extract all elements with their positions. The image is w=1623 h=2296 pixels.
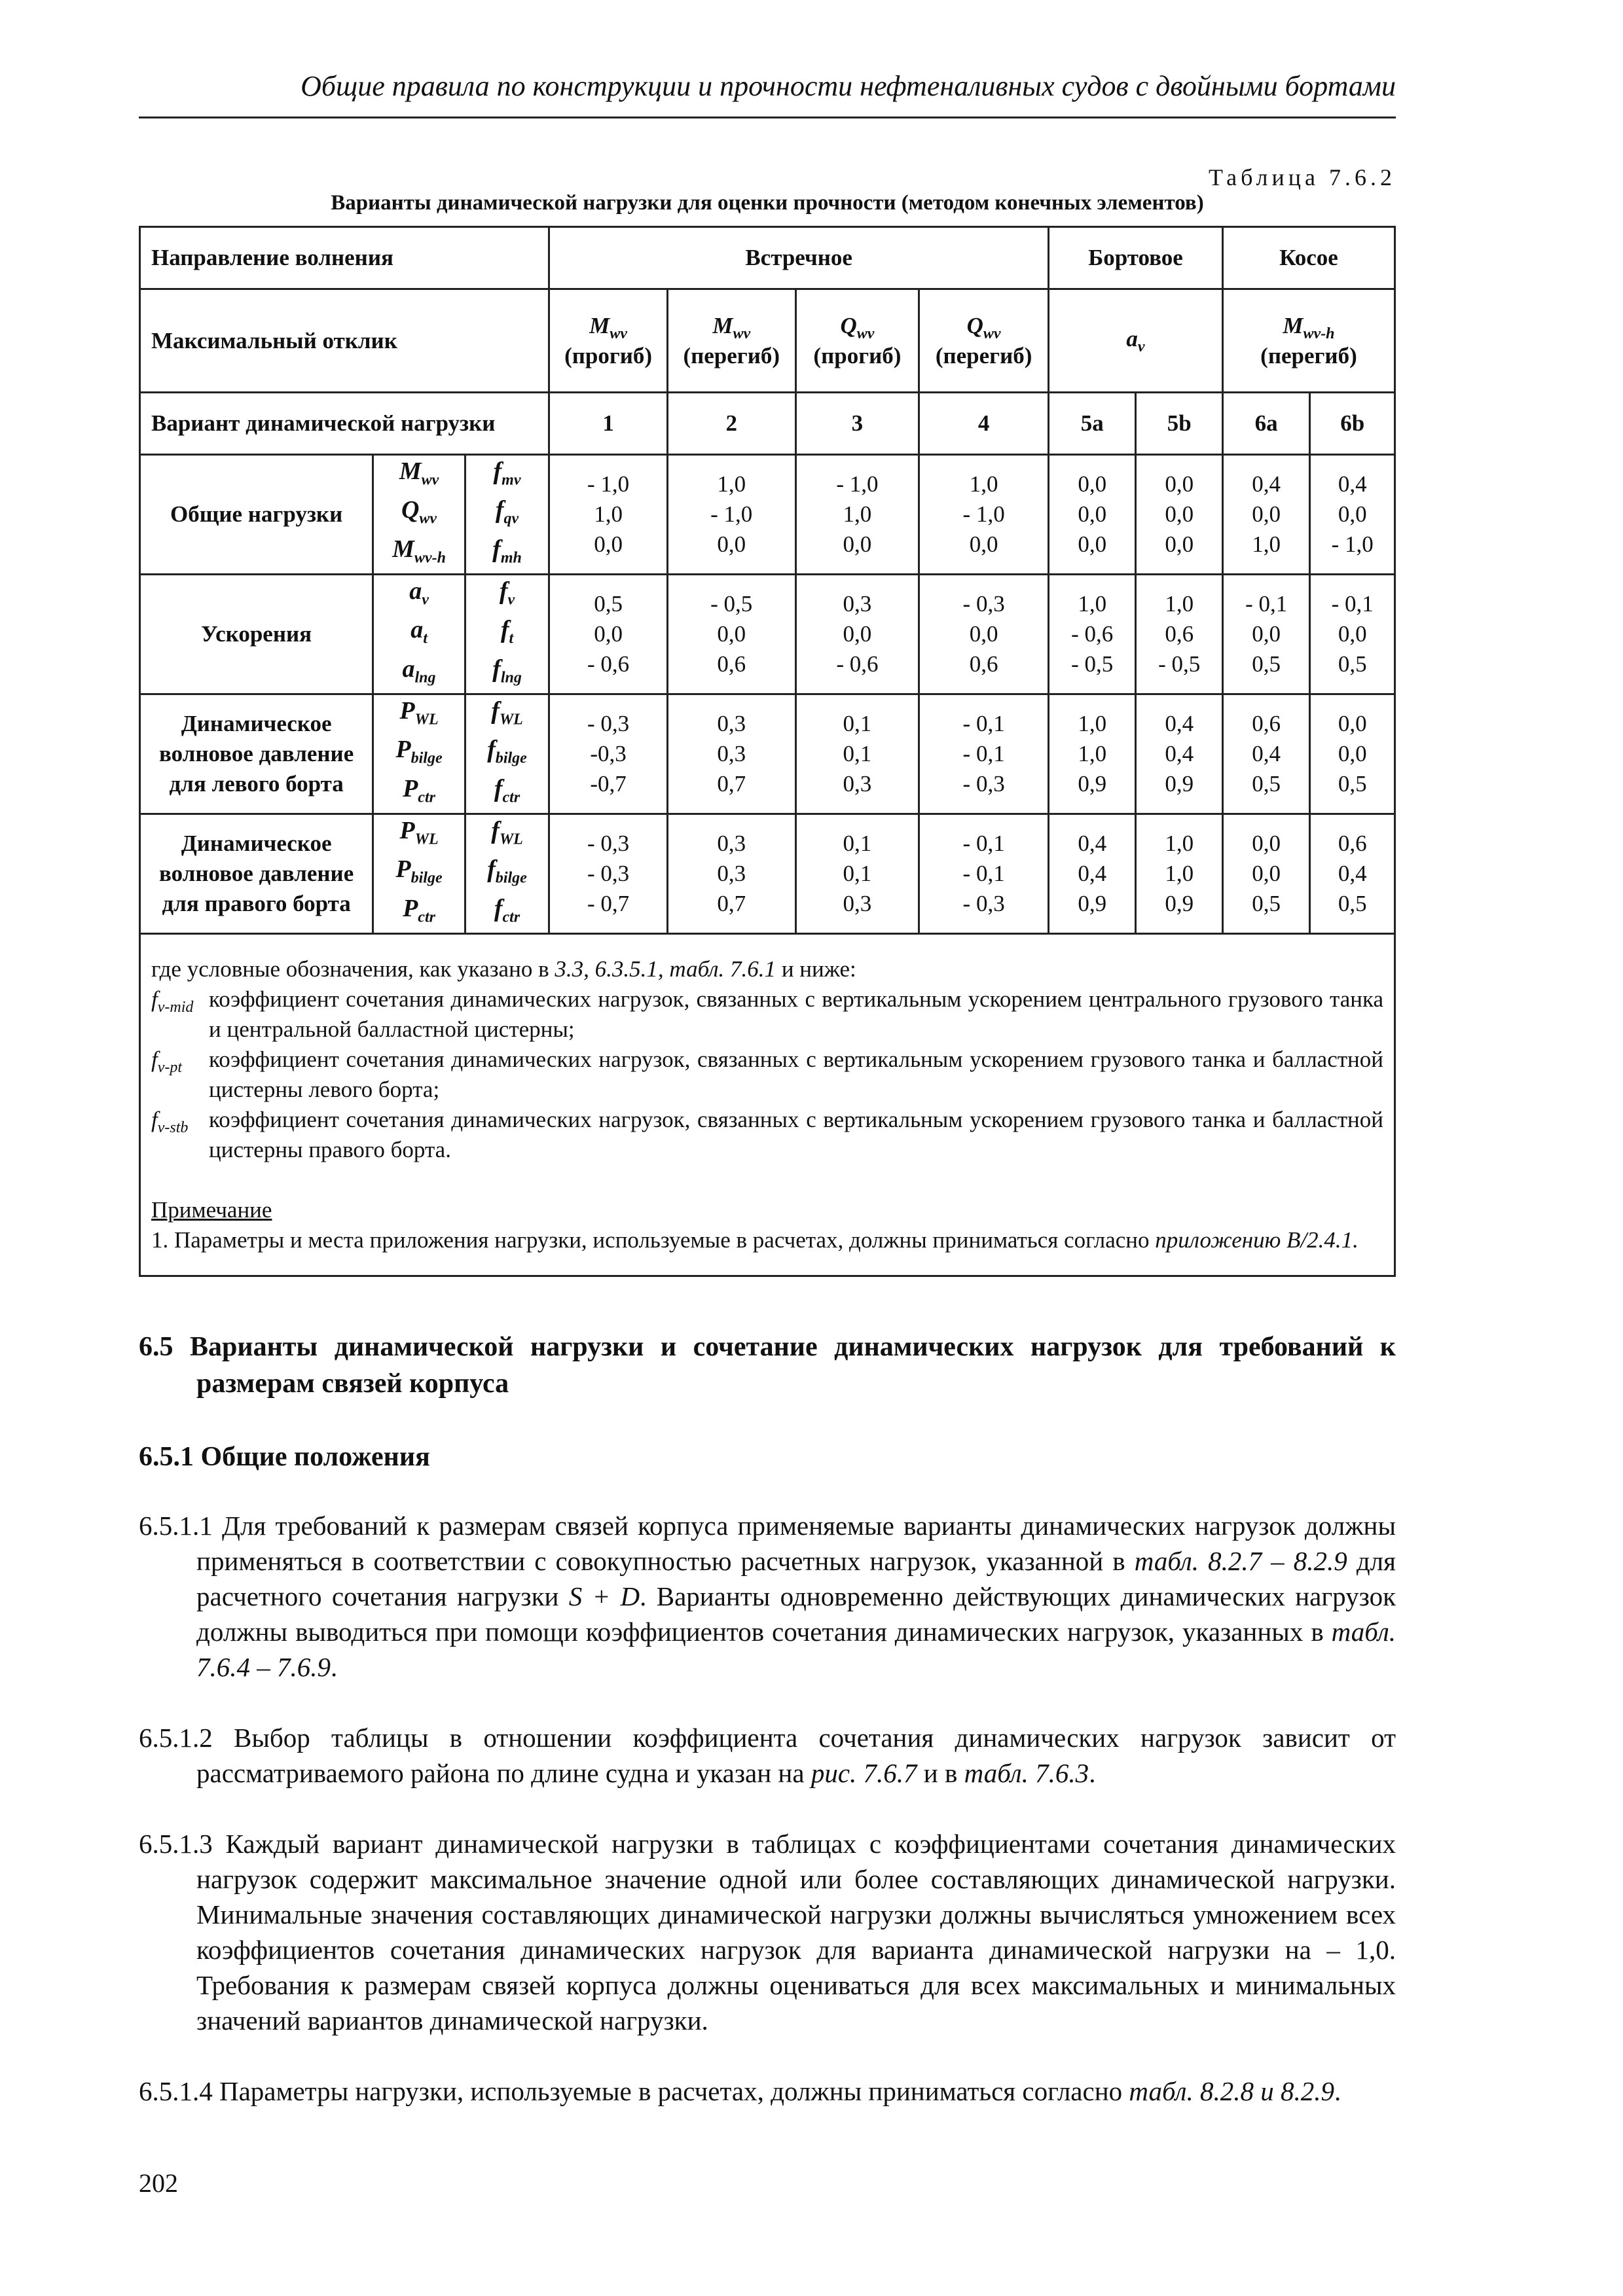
value: 1,0 (1078, 711, 1107, 736)
case-3: 3 (795, 393, 919, 455)
value: 1,0 (1078, 591, 1107, 617)
section-body (139, 1329, 1396, 2109)
load-symbol: $Q_{wv}$ (401, 496, 437, 528)
value-cell (1136, 814, 1222, 934)
value-cell (1048, 575, 1135, 694)
value: - 0,3 (587, 831, 630, 856)
value: 0,1 (843, 741, 872, 766)
value: - 0,7 (587, 891, 630, 916)
value: - 1,0 (1331, 531, 1374, 557)
value: 0,0 (1338, 501, 1367, 527)
group-label: Динамическое волновое давление для левого борта (140, 694, 373, 814)
value: 0,4 (1252, 471, 1281, 497)
value: 0,3 (843, 771, 872, 797)
direction-label: Направление волнения (140, 227, 549, 289)
value: - 0,1 (962, 861, 1005, 886)
value: 0,0 (1338, 741, 1367, 766)
value: 0,0 (843, 531, 872, 557)
value-cell (1310, 694, 1395, 814)
group-label: Ускорения (140, 575, 373, 694)
value: 0,0 (1165, 501, 1194, 527)
value: 0,0 (1252, 621, 1281, 647)
load-cases-table (139, 226, 1396, 1277)
value-cell (667, 455, 795, 575)
value: 0,0 (717, 531, 746, 557)
value: 0,6 (969, 651, 998, 677)
response-6: $M_{wv-h}$ (перегиб) (1222, 289, 1395, 393)
load-symbol: $P_{ctr}$ (403, 774, 435, 806)
value: - 1,0 (836, 471, 879, 497)
paragraph-6-5-1-2: 6.5.1.2 Выбор таблицы в отношении коэффициента сочетания динамических нагрузок зависит от рассматриваемого района по длине судна и указан на рис. 7.6.7 и в табл. 7.6.3. (139, 1723, 1396, 1788)
value: 0,7 (717, 891, 746, 916)
value: 0,5 (1338, 651, 1367, 677)
value-cell (549, 814, 668, 934)
response-label: Максимальный отклик (140, 289, 549, 393)
value-cell (667, 814, 795, 934)
value-cell (1048, 814, 1135, 934)
value: 0,6 (1252, 711, 1281, 736)
value: 0,0 (1252, 861, 1281, 886)
paragraph-6-5-1-1: 6.5.1.1 Для требований к размерам связей корпуса применяемые варианты динамических нагрузок должны применяться в соответствии с совокупностью расчетных нагрузок, указанной в табл. 8.2.7 – 8.2.9 для расчетного сочетания нагрузки S + D. Варианты одновременно действующих динамических нагрузок должны выводиться при помощи коэффициентов сочетания динамических нагрузок, указанных в табл. 7.6.4 – 7.6.9. (139, 1511, 1396, 1682)
subsection-title: 6.5.1 Общие положения (139, 1442, 430, 1472)
group-row (140, 575, 1395, 694)
case-1: 1 (549, 393, 668, 455)
value: - 0,1 (962, 831, 1005, 856)
definition-text: коэффициент сочетания динамических нагрузок, связанных с вертикальным ускорением грузового танка и балластной цистерны левого борта; (209, 1047, 1383, 1102)
value: 0,3 (717, 831, 746, 856)
response-4: $Q_{wv}$ (перегиб) (919, 289, 1049, 393)
factor-symbol: $f_t$ (500, 616, 514, 647)
load-symbol: $a_t$ (410, 616, 428, 647)
value-cell (1222, 814, 1309, 934)
definition-symbol: $f_{v-mid}$ (151, 986, 194, 1016)
group-label: Общие нагрузки (140, 455, 373, 575)
value: - 0,1 (1245, 591, 1288, 617)
value: - 1,0 (962, 501, 1005, 527)
case-row (140, 393, 1395, 455)
value-cell (795, 814, 919, 934)
load-symbols (373, 575, 465, 694)
value-cell (1222, 575, 1309, 694)
value: 1,0 (969, 471, 998, 497)
load-groups (140, 455, 1395, 934)
factor-symbol: $f_{bilge}$ (487, 855, 527, 887)
value: 0,0 (1078, 531, 1107, 557)
value: - 0,3 (962, 591, 1005, 617)
load-symbol: $P_{bilge}$ (395, 736, 443, 767)
value: 1,0 (1078, 741, 1107, 766)
value: 0,1 (843, 831, 872, 856)
value-cell (549, 694, 668, 814)
load-symbol: $P_{bilge}$ (395, 855, 443, 887)
factor-symbols (465, 455, 549, 575)
value: 0,6 (1165, 621, 1194, 647)
load-symbols (373, 694, 465, 814)
value: - 1,0 (587, 471, 630, 497)
value: - 1,0 (710, 501, 753, 527)
value-cell (1310, 814, 1395, 934)
definition-item (151, 1045, 1383, 1105)
value: 0,0 (1078, 501, 1107, 527)
direction-beam-sea: Бортовое (1048, 227, 1222, 289)
table-number: Таблица 7.6.2 (1209, 164, 1396, 190)
group-row (140, 814, 1395, 934)
value: 0,0 (1252, 831, 1281, 856)
value: - 0,5 (1158, 651, 1201, 677)
case-6b: 6b (1310, 393, 1395, 455)
value: 0,9 (1078, 891, 1107, 916)
value-cell (549, 575, 668, 694)
direction-oblique-sea: Косое (1222, 227, 1395, 289)
value: 0,5 (1338, 891, 1367, 916)
value: - 0,3 (587, 861, 630, 886)
case-4: 4 (919, 393, 1049, 455)
load-symbol: $M_{wv-h}$ (392, 535, 446, 567)
factor-symbol: $f_{mh}$ (492, 535, 522, 567)
value: - 0,6 (836, 651, 879, 677)
value: 0,7 (717, 771, 746, 797)
definition-text: коэффициент сочетания динамических нагрузок, связанных с вертикальным ускорением центрального грузового танка и центральной балластной цистерны; (209, 986, 1383, 1042)
response-3: $Q_{wv}$ (прогиб) (795, 289, 919, 393)
case-5b: 5b (1136, 393, 1222, 455)
value: - 0,5 (710, 591, 753, 617)
value: - 0,5 (1071, 651, 1114, 677)
value: 0,4 (1078, 831, 1107, 856)
load-symbols (373, 455, 465, 575)
response-2: $M_{wv}$ (перегиб) (667, 289, 795, 393)
definition-item (151, 1105, 1383, 1165)
notes-row (140, 934, 1395, 1276)
value-cell (919, 694, 1049, 814)
load-symbol: $P_{ctr}$ (403, 894, 435, 926)
value-cell (1222, 694, 1309, 814)
running-header: Общие правила по конструкции и прочности нефтеналивных судов с двойными бортами (139, 67, 1396, 118)
factor-symbol: $f_{lng}$ (492, 655, 522, 687)
value: 1,0 (717, 471, 746, 497)
value: 0,4 (1252, 741, 1281, 766)
case-6a: 6a (1222, 393, 1309, 455)
value-cell (667, 694, 795, 814)
value: - 0,1 (962, 711, 1005, 736)
value: 0,0 (594, 531, 623, 557)
response-1: $M_{wv}$ (прогиб) (549, 289, 668, 393)
value: 0,0 (1165, 531, 1194, 557)
value: 0,3 (843, 891, 872, 916)
case-5a: 5a (1048, 393, 1135, 455)
value: - 0,6 (1071, 621, 1114, 647)
value: 0,4 (1165, 711, 1194, 736)
response-5: $a_v$ (1048, 289, 1222, 393)
case-label: Вариант динамической нагрузки (140, 393, 549, 455)
factor-symbol: $f_{WL}$ (491, 696, 523, 728)
value-cell (1310, 575, 1395, 694)
value: 0,3 (717, 711, 746, 736)
value: 0,5 (1252, 891, 1281, 916)
value: - 0,6 (587, 651, 630, 677)
section-title: 6.5 Варианты динамической нагрузки и сочетание динамических нагрузок для требований к размерам связей корпуса (139, 1332, 1396, 1399)
remark-title: Примечание (151, 1197, 272, 1223)
group-row (140, 455, 1395, 575)
value: 0,0 (1338, 711, 1367, 736)
value: 0,9 (1165, 771, 1194, 797)
value: 0,0 (1078, 471, 1107, 497)
value: -0,3 (590, 741, 627, 766)
table-notes (140, 934, 1395, 1276)
factor-symbol: $f_{ctr}$ (494, 774, 520, 806)
value: 0,4 (1338, 471, 1367, 497)
value: - 0,3 (587, 711, 630, 736)
factor-symbol: $f_{WL}$ (491, 816, 523, 848)
load-symbol: $a_v$ (409, 577, 429, 609)
value-cell (1136, 575, 1222, 694)
group-row (140, 694, 1395, 814)
value-cell (1136, 694, 1222, 814)
value: 0,4 (1165, 741, 1194, 766)
value: 0,4 (1338, 861, 1367, 886)
value: 0,3 (843, 591, 872, 617)
value-cell (795, 575, 919, 694)
factor-symbol: $f_{qv}$ (495, 496, 519, 528)
value-cell (919, 575, 1049, 694)
value: 0,1 (843, 861, 872, 886)
value: 0,0 (1338, 621, 1367, 647)
value-cell (795, 694, 919, 814)
factor-symbols (465, 694, 549, 814)
value-cell (1136, 455, 1222, 575)
definition-text: коэффициент сочетания динамических нагрузок, связанных с вертикальным ускорением грузового танка и балластной цистерны правого борта. (209, 1107, 1383, 1162)
value: 1,0 (843, 501, 872, 527)
value: 1,0 (594, 501, 623, 527)
value: 0,6 (1338, 831, 1367, 856)
page-number: 202 (139, 2168, 178, 2198)
load-symbol: $a_{lng}$ (402, 655, 436, 687)
definition-symbol: $f_{v-stb}$ (151, 1107, 189, 1136)
value: 0,3 (717, 861, 746, 886)
paragraph-6-5-1-3: 6.5.1.3 Каждый вариант динамической нагрузки в таблицах с коэффициентами сочетания динамических нагрузок содержит максимальное значение одной или более составляющих динамической нагрузки. Минимальные значения составляющих динамической нагрузки должны вычисляться умножением всех коэффициентов сочетания динамических нагрузок для варианта динамической нагрузки на – 1,0. Требования к размерам связей корпуса должны оцениваться для всех максимальных и минимальных значений вариантов динамической нагрузки. (139, 1829, 1396, 2036)
value-cell (1310, 455, 1395, 575)
group-label: Динамическое волновое давление для правого борта (140, 814, 373, 934)
value-cell (1048, 455, 1135, 575)
value: - 0,1 (1331, 591, 1374, 617)
value: 1,0 (1165, 861, 1194, 886)
notes-definitions (151, 984, 1383, 1165)
value: 1,0 (1252, 531, 1281, 557)
value: - 0,3 (962, 891, 1005, 916)
factor-symbol: $f_{mv}$ (493, 457, 521, 489)
load-symbol: $P_{WL}$ (399, 696, 439, 728)
value-cell (1222, 455, 1309, 575)
value: 0,5 (1338, 771, 1367, 797)
value: 0,9 (1078, 771, 1107, 797)
value: 0,5 (594, 591, 623, 617)
load-symbol: $P_{WL}$ (399, 816, 439, 848)
table-caption: Варианты динамической нагрузки для оценки прочности (методом конечных элементов) (331, 191, 1204, 215)
remark-text: 1. Параметры и места приложения нагрузки, используемые в расчетах, должны приниматься согласно приложению B/2.4.1. (151, 1227, 1359, 1253)
value: 0,4 (1078, 861, 1107, 886)
value: 0,1 (843, 711, 872, 736)
value-cell (795, 455, 919, 575)
definition-symbol: $f_{v-pt}$ (151, 1047, 183, 1076)
value: 0,0 (969, 531, 998, 557)
value-cell (1048, 694, 1135, 814)
notes-intro: где условные обозначения, как указано в 3.3, 6.3.5.1, табл. 7.6.1 и ниже: (151, 956, 856, 982)
value-cell (919, 455, 1049, 575)
value: 0,9 (1165, 891, 1194, 916)
paragraph-6-5-1-4: 6.5.1.4 Параметры нагрузки, используемые в расчетах, должны приниматься согласно табл. 8.2.8 и 8.2.9. (139, 2076, 1341, 2106)
value: -0,7 (590, 771, 627, 797)
factor-symbols (465, 814, 549, 934)
value: 1,0 (1165, 591, 1194, 617)
value-cell (667, 575, 795, 694)
value-cell (549, 455, 668, 575)
response-row (140, 289, 1395, 393)
factor-symbol: $f_v$ (499, 577, 515, 609)
value: 0,5 (1252, 771, 1281, 797)
value: 0,0 (1252, 501, 1281, 527)
factor-symbol: $f_{bilge}$ (487, 736, 527, 767)
case-2: 2 (667, 393, 795, 455)
value: - 0,1 (962, 741, 1005, 766)
value: 0,0 (843, 621, 872, 647)
value: 1,0 (1165, 831, 1194, 856)
definition-item (151, 984, 1383, 1045)
direction-head-sea: Встречное (549, 227, 1049, 289)
factor-symbols (465, 575, 549, 694)
value: 0,3 (717, 741, 746, 766)
value: 0,0 (594, 621, 623, 647)
value-cell (919, 814, 1049, 934)
value: 0,6 (717, 651, 746, 677)
value: 0,0 (1165, 471, 1194, 497)
factor-symbol: $f_{ctr}$ (494, 894, 520, 926)
load-symbol: $M_{wv}$ (399, 457, 439, 489)
direction-row (140, 227, 1395, 289)
value: - 0,3 (962, 771, 1005, 797)
value: 0,0 (717, 621, 746, 647)
load-symbols (373, 814, 465, 934)
value: 0,0 (969, 621, 998, 647)
value: 0,5 (1252, 651, 1281, 677)
